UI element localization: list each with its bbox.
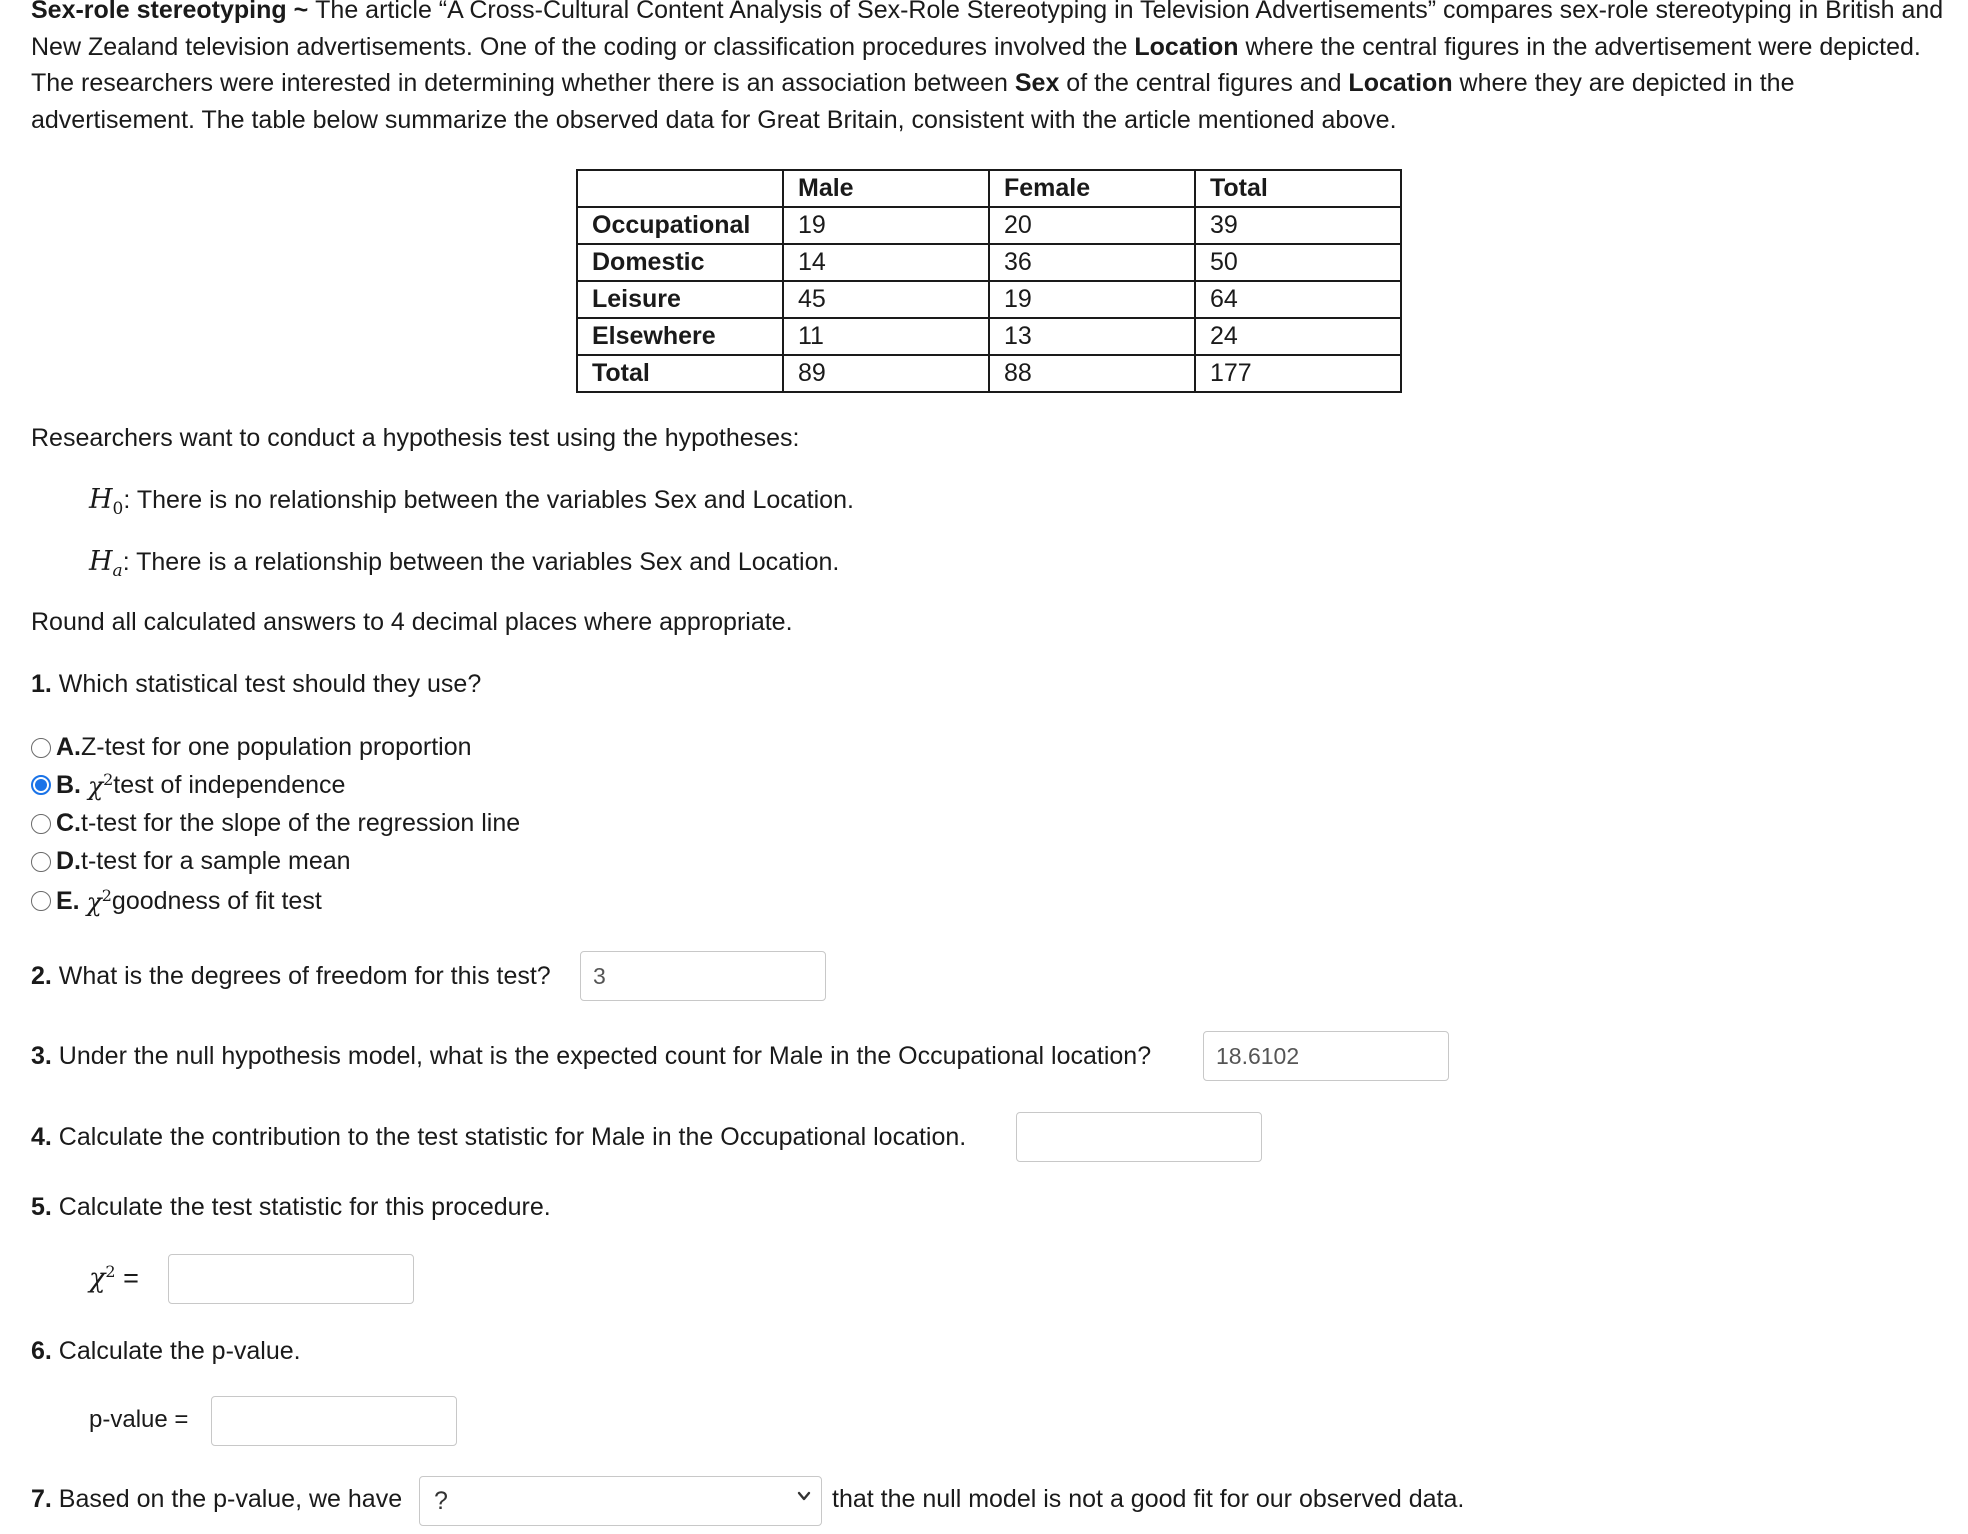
table-header-cell: Female [989,170,1195,207]
question-4 [31,1123,966,1152]
question-number: 6. [31,1337,52,1365]
problem-title: Sex-role stereotyping [31,0,287,24]
intro-bold-location-2: Location [1348,69,1453,97]
row-label: Leisure [577,281,783,318]
equals-sign: = [115,1263,139,1293]
question-number: 4. [31,1123,52,1151]
question-6 [31,1337,301,1366]
h0-subscript: 0 [112,499,124,519]
row-label: Occupational [577,207,783,244]
expected-count-input[interactable]: 18.6102 [1203,1031,1449,1081]
rounding-note: Round all calculated answers to 4 decimal places where appropriate. [31,608,793,636]
intro-bold-location-1: Location [1134,32,1239,61]
table-header-cell: Total [1195,170,1401,207]
table-header-cell: Male [783,170,989,207]
question-text: Under the null hypothesis model, what is the expected count for Male in the Occupational location? [51,1042,1152,1070]
option-letter: A. [56,733,81,761]
select-value: ? [434,1487,448,1515]
radio-d[interactable] [31,852,51,872]
option-a[interactable] [31,733,472,762]
question-7 [31,1485,402,1514]
question-3 [31,1042,1151,1071]
observed-data-table [576,169,1402,393]
radio-a[interactable] [31,738,51,758]
table-row [577,281,1401,318]
contribution-input[interactable] [1016,1112,1262,1162]
question-number: 3. [31,1042,52,1070]
option-d[interactable] [31,847,351,876]
chi-letter: χ [86,887,102,917]
hypotheses-intro: Researchers want to conduct a hypothesis test using the hypotheses: [31,424,800,452]
intro-text-4: where they are depicted in the advertisement. The table below summarize the observed data for Great Britain, consistent with the article mentioned above. [31,69,1795,134]
row-label: Total [577,355,783,392]
chi-symbol [87,886,112,916]
question-text: What is the degrees of freedom for this test? [51,962,551,990]
chi-exponent: 2 [101,886,112,905]
question-text: Which statistical test should they use? [51,670,482,698]
table-row [577,244,1401,281]
question-text: Based on the p-value, we have [51,1485,403,1513]
ha-symbol: H [89,546,113,577]
option-letter: C. [56,809,81,837]
ha-text: : There is a relationship between the variables Sex and Location. [122,548,840,576]
option-text: t-test for a sample mean [81,847,351,875]
table-cell: 19 [783,207,989,244]
question-number: 7. [31,1485,52,1513]
radio-e[interactable] [31,891,51,911]
chi-exponent: 2 [103,770,114,789]
degrees-of-freedom-input[interactable]: 3 [580,951,826,1001]
row-label: Domestic [577,244,783,281]
radio-b-selected[interactable] [31,775,51,795]
table-cell: 13 [989,318,1195,355]
table-cell: 36 [989,244,1195,281]
table-cell: 64 [1195,281,1401,318]
table-cell: 50 [1195,244,1401,281]
question-text: Calculate the contribution to the test statistic for Male in the Occupational location. [51,1123,967,1151]
question-number: 5. [31,1193,52,1221]
h0-text: : There is no relationship between the variables Sex and Location. [123,486,854,514]
option-e[interactable] [31,886,322,916]
p-value-label: p-value = [89,1406,189,1433]
question-number: 1. [31,670,52,698]
option-text: goodness of fit test [111,886,322,915]
ha-subscript: a [112,561,123,581]
table-header-row [577,170,1401,207]
chi-square-label [89,1262,139,1294]
chi-exponent: 2 [105,1262,116,1281]
problem-intro [31,0,1951,138]
table-cell: 89 [783,355,989,392]
table-cell: 20 [989,207,1195,244]
question-7-after-text: that the null model is not a good fit for our observed data. [832,1485,1465,1513]
chi-letter: χ [87,771,104,801]
question-text: Calculate the p-value. [51,1337,301,1365]
table-cell: 39 [1195,207,1401,244]
question-2 [31,962,551,991]
option-letter: D. [56,847,81,875]
option-text: test of independence [113,770,346,799]
question-1 [31,670,481,699]
test-statistic-input[interactable] [168,1254,414,1304]
table-cell: 88 [989,355,1195,392]
table-row [577,355,1401,392]
null-hypothesis [89,484,854,519]
evidence-strength-select[interactable] [419,1476,822,1526]
intro-bold-sex: Sex [1014,69,1060,97]
option-letter: B. [56,770,81,799]
chi-letter: χ [89,1263,106,1294]
option-b[interactable] [31,770,345,800]
option-letter: E. [56,886,80,915]
intro-text-2: where the central figures in the advertisement were depicted. The researchers were interested in determining whether there is an association between [31,32,1921,97]
option-text: Z-test for one population proportion [81,733,472,761]
title-separator: ~ [286,0,316,24]
option-text: t-test for the slope of the regression line [81,809,521,837]
table-cell: 45 [783,281,989,318]
table-cell: 11 [783,318,989,355]
table-cell: 19 [989,281,1195,318]
intro-text-1: The article “A Cross-Cultural Content Analysis of Sex-Role Stereotyping in Television Advertisements” compares sex-role stereotyping in British and New Zealand television advertisements. One of the coding or classification procedures involved the [31,0,1944,61]
row-label: Elsewhere [577,318,783,355]
table-cell: 177 [1195,355,1401,392]
table-header-cell [577,170,783,207]
question-number: 2. [31,962,52,990]
p-value-input[interactable] [211,1396,457,1446]
table-row [577,318,1401,355]
chi-symbol [88,770,113,800]
table-row [577,207,1401,244]
chi-symbol [89,1263,116,1294]
question-text: Calculate the test statistic for this procedure. [51,1193,551,1221]
alternative-hypothesis [89,546,839,581]
question-5 [31,1193,551,1222]
h0-symbol: H [89,484,113,515]
chevron-down-icon [797,1489,811,1503]
table-cell: 24 [1195,318,1401,355]
intro-text-3: of the central figures and [1059,69,1349,97]
table-cell: 14 [783,244,989,281]
option-c[interactable] [31,809,520,838]
radio-c[interactable] [31,814,51,834]
